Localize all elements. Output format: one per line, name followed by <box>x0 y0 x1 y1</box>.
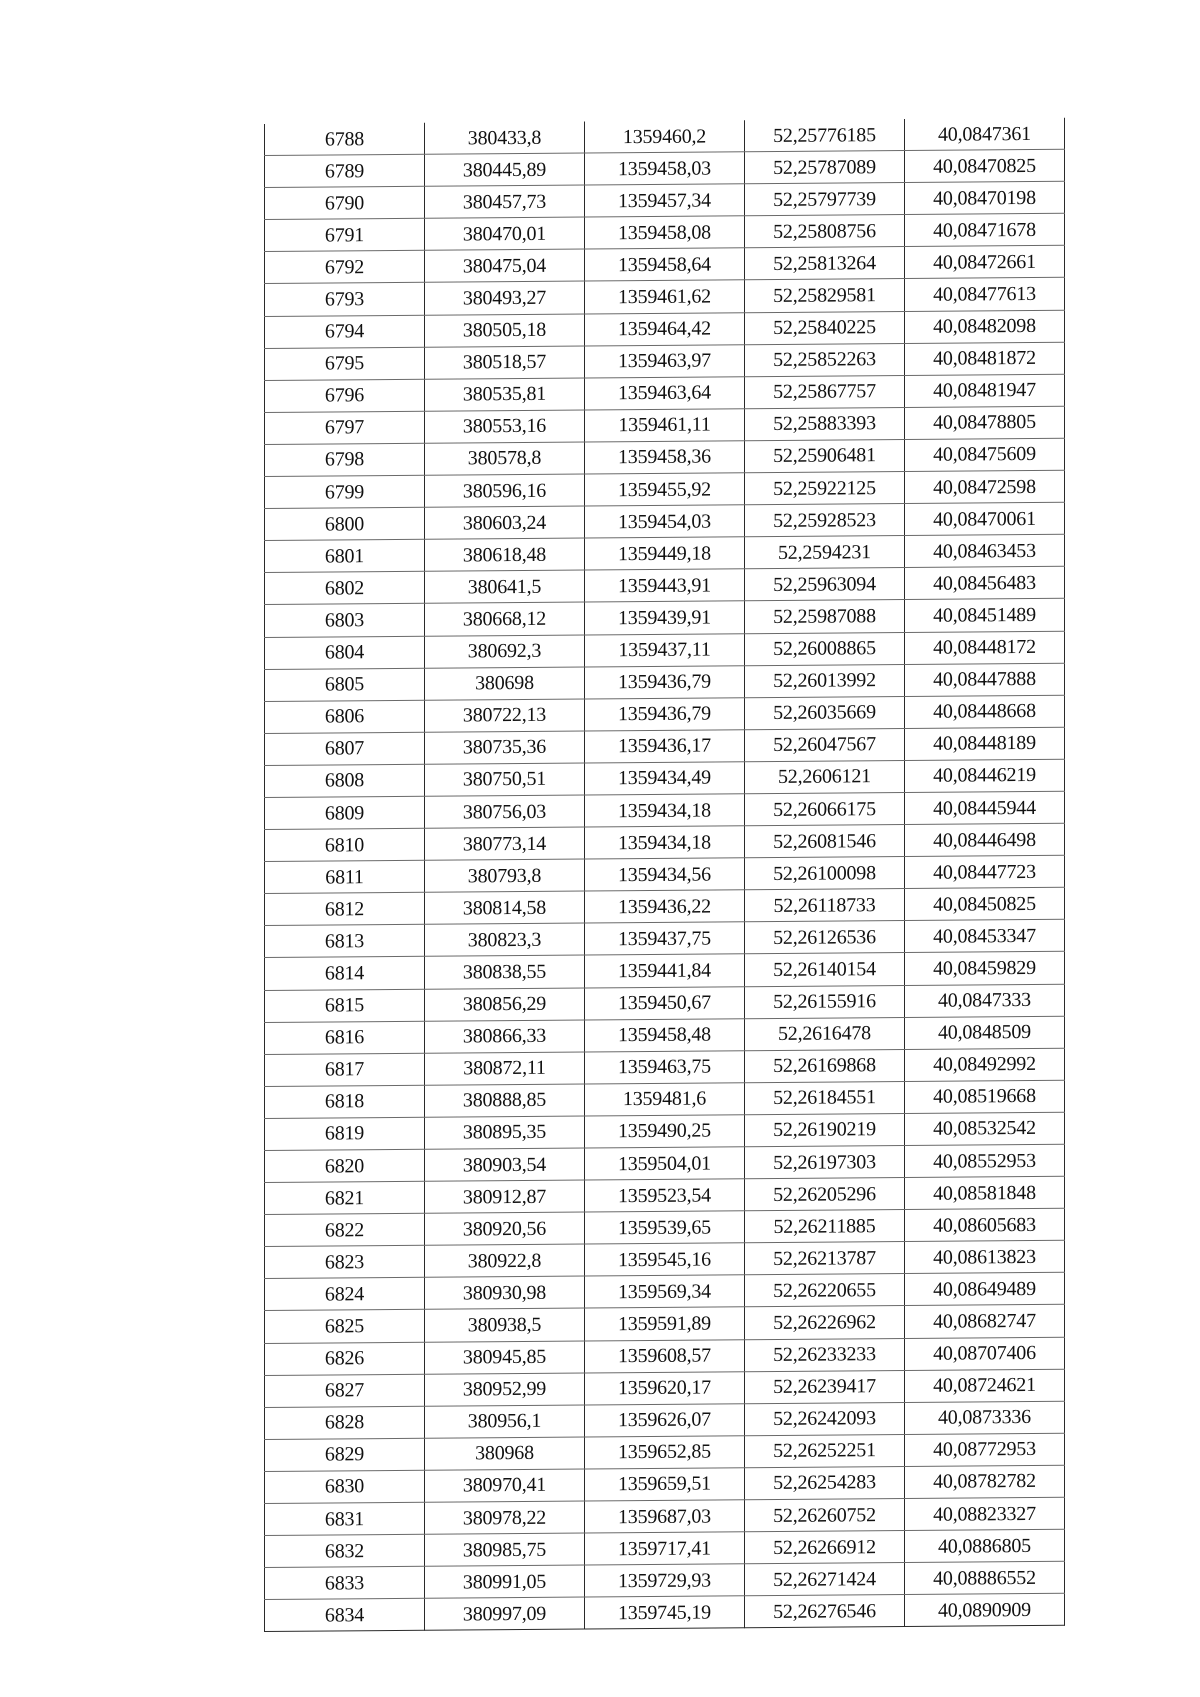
point-number-cell: 6829 <box>265 1438 425 1471</box>
point-number-cell: 6826 <box>265 1342 425 1375</box>
latitude-cell: 52,25787089 <box>745 151 905 184</box>
latitude-cell: 52,26220655 <box>745 1274 905 1307</box>
x-coordinate-cell: 380618,48 <box>425 538 585 571</box>
x-coordinate-cell: 380856,29 <box>425 988 585 1021</box>
longitude-cell: 40,08605683 <box>905 1208 1065 1241</box>
x-coordinate-cell: 380735,36 <box>425 731 585 764</box>
x-coordinate-cell: 380750,51 <box>425 763 585 796</box>
latitude-cell: 52,2616478 <box>745 1017 905 1050</box>
latitude-cell: 52,26260752 <box>745 1499 905 1532</box>
point-number-cell: 6791 <box>265 219 425 252</box>
point-number-cell: 6820 <box>265 1149 425 1182</box>
latitude-cell: 52,26100098 <box>745 857 905 890</box>
point-number-cell: 6821 <box>265 1181 425 1214</box>
longitude-cell: 40,08446498 <box>905 823 1065 856</box>
latitude-cell: 52,25776185 <box>745 119 905 152</box>
x-coordinate-cell: 380903,54 <box>425 1148 585 1181</box>
latitude-cell: 52,2594231 <box>745 536 905 569</box>
longitude-cell: 40,08448668 <box>905 695 1065 728</box>
longitude-cell: 40,08448189 <box>905 727 1065 760</box>
x-coordinate-cell: 380814,58 <box>425 891 585 924</box>
y-coordinate-cell: 1359441,84 <box>585 954 745 987</box>
y-coordinate-cell: 1359608,57 <box>585 1339 745 1372</box>
point-number-cell: 6796 <box>265 379 425 412</box>
longitude-cell: 40,08445944 <box>905 791 1065 824</box>
longitude-cell: 40,08886552 <box>905 1561 1065 1594</box>
longitude-cell: 40,08478805 <box>905 406 1065 439</box>
latitude-cell: 52,26066175 <box>745 792 905 825</box>
y-coordinate-cell: 1359439,91 <box>585 601 745 634</box>
latitude-cell: 52,2606121 <box>745 760 905 793</box>
point-number-cell: 6832 <box>265 1534 425 1567</box>
x-coordinate-cell: 380872,11 <box>425 1052 585 1085</box>
x-coordinate-cell: 380596,16 <box>425 474 585 507</box>
latitude-cell: 52,26008865 <box>745 632 905 665</box>
y-coordinate-cell: 1359458,36 <box>585 441 745 474</box>
longitude-cell: 40,08492992 <box>905 1048 1065 1081</box>
x-coordinate-cell: 380756,03 <box>425 795 585 828</box>
x-coordinate-cell: 380968 <box>425 1437 585 1470</box>
x-coordinate-cell: 380991,05 <box>425 1565 585 1598</box>
y-coordinate-cell: 1359490,25 <box>585 1115 745 1148</box>
longitude-cell: 40,08481872 <box>905 342 1065 375</box>
latitude-cell: 52,25987088 <box>745 600 905 633</box>
point-number-cell: 6818 <box>265 1085 425 1118</box>
x-coordinate-cell: 380578,8 <box>425 442 585 475</box>
latitude-cell: 52,26233233 <box>745 1338 905 1371</box>
y-coordinate-cell: 1359437,75 <box>585 922 745 955</box>
longitude-cell: 40,08581848 <box>905 1176 1065 1209</box>
latitude-cell: 52,26242093 <box>745 1402 905 1435</box>
longitude-cell: 40,0886805 <box>905 1529 1065 1562</box>
latitude-cell: 52,25928523 <box>745 504 905 537</box>
longitude-cell: 40,08453347 <box>905 920 1065 953</box>
y-coordinate-cell: 1359434,18 <box>585 794 745 827</box>
latitude-cell: 52,26254283 <box>745 1466 905 1499</box>
point-number-cell: 6801 <box>265 539 425 572</box>
y-coordinate-cell: 1359458,08 <box>585 216 745 249</box>
point-number-cell: 6822 <box>265 1213 425 1246</box>
x-coordinate-cell: 380445,89 <box>425 153 585 186</box>
x-coordinate-cell: 380553,16 <box>425 410 585 443</box>
longitude-cell: 40,08552953 <box>905 1144 1065 1177</box>
latitude-cell: 52,26169868 <box>745 1049 905 1082</box>
x-coordinate-cell: 380978,22 <box>425 1501 585 1534</box>
y-coordinate-cell: 1359458,48 <box>585 1018 745 1051</box>
x-coordinate-cell: 380920,56 <box>425 1212 585 1245</box>
y-coordinate-cell: 1359450,67 <box>585 986 745 1019</box>
point-number-cell: 6812 <box>265 892 425 925</box>
y-coordinate-cell: 1359436,79 <box>585 665 745 698</box>
x-coordinate-cell: 380956,1 <box>425 1405 585 1438</box>
x-coordinate-cell: 380457,73 <box>425 185 585 218</box>
longitude-cell: 40,08707406 <box>905 1337 1065 1370</box>
longitude-cell: 40,08448172 <box>905 631 1065 664</box>
y-coordinate-cell: 1359569,34 <box>585 1275 745 1308</box>
x-coordinate-cell: 380433,8 <box>425 121 585 154</box>
point-number-cell: 6811 <box>265 860 425 893</box>
point-number-cell: 6795 <box>265 347 425 380</box>
latitude-cell: 52,26276546 <box>745 1595 905 1628</box>
longitude-cell: 40,08532542 <box>905 1112 1065 1145</box>
point-number-cell: 6824 <box>265 1278 425 1311</box>
point-number-cell: 6797 <box>265 411 425 444</box>
latitude-cell: 52,25883393 <box>745 407 905 440</box>
longitude-cell: 40,0848509 <box>905 1016 1065 1049</box>
y-coordinate-cell: 1359443,91 <box>585 569 745 602</box>
point-number-cell: 6808 <box>265 764 425 797</box>
y-coordinate-cell: 1359523,54 <box>585 1179 745 1212</box>
x-coordinate-cell: 380930,98 <box>425 1276 585 1309</box>
x-coordinate-cell: 380793,8 <box>425 859 585 892</box>
point-number-cell: 6798 <box>265 443 425 476</box>
x-coordinate-cell: 380535,81 <box>425 378 585 411</box>
point-number-cell: 6809 <box>265 796 425 829</box>
point-number-cell: 6827 <box>265 1374 425 1407</box>
latitude-cell: 52,26184551 <box>745 1081 905 1114</box>
x-coordinate-cell: 380866,33 <box>425 1020 585 1053</box>
longitude-cell: 40,08470825 <box>905 149 1065 182</box>
x-coordinate-cell: 380505,18 <box>425 314 585 347</box>
y-coordinate-cell: 1359717,41 <box>585 1532 745 1565</box>
x-coordinate-cell: 380888,85 <box>425 1084 585 1117</box>
point-number-cell: 6805 <box>265 668 425 701</box>
longitude-cell: 40,08477613 <box>905 278 1065 311</box>
longitude-cell: 40,08519668 <box>905 1080 1065 1113</box>
y-coordinate-cell: 1359457,34 <box>585 184 745 217</box>
longitude-cell: 40,08613823 <box>905 1240 1065 1273</box>
latitude-cell: 52,26205296 <box>745 1178 905 1211</box>
y-coordinate-cell: 1359659,51 <box>585 1468 745 1501</box>
x-coordinate-cell: 380985,75 <box>425 1533 585 1566</box>
y-coordinate-cell: 1359460,2 <box>585 120 745 153</box>
point-number-cell: 6825 <box>265 1310 425 1343</box>
longitude-cell: 40,08823327 <box>905 1497 1065 1530</box>
latitude-cell: 52,25906481 <box>745 439 905 472</box>
point-number-cell: 6803 <box>265 604 425 637</box>
point-number-cell: 6792 <box>265 251 425 284</box>
longitude-cell: 40,08450825 <box>905 887 1065 920</box>
longitude-cell: 40,08447723 <box>905 855 1065 888</box>
y-coordinate-cell: 1359626,07 <box>585 1403 745 1436</box>
point-number-cell: 6807 <box>265 732 425 765</box>
x-coordinate-cell: 380692,3 <box>425 634 585 667</box>
point-number-cell: 6794 <box>265 315 425 348</box>
point-number-cell: 6833 <box>265 1566 425 1599</box>
y-coordinate-cell: 1359458,64 <box>585 248 745 281</box>
longitude-cell: 40,08456483 <box>905 567 1065 600</box>
longitude-cell: 40,08472661 <box>905 246 1065 279</box>
longitude-cell: 40,0847333 <box>905 984 1065 1017</box>
point-number-cell: 6800 <box>265 507 425 540</box>
latitude-cell: 52,25797739 <box>745 183 905 216</box>
longitude-cell: 40,08447888 <box>905 663 1065 696</box>
latitude-cell: 52,26252251 <box>745 1434 905 1467</box>
x-coordinate-cell: 380470,01 <box>425 217 585 250</box>
longitude-cell: 40,08682747 <box>905 1305 1065 1338</box>
x-coordinate-cell: 380823,3 <box>425 923 585 956</box>
point-number-cell: 6831 <box>265 1502 425 1535</box>
longitude-cell: 40,08470198 <box>905 181 1065 214</box>
latitude-cell: 52,26213787 <box>745 1242 905 1275</box>
y-coordinate-cell: 1359463,75 <box>585 1050 745 1083</box>
x-coordinate-cell: 380912,87 <box>425 1180 585 1213</box>
x-coordinate-cell: 380938,5 <box>425 1308 585 1341</box>
x-coordinate-cell: 380668,12 <box>425 602 585 635</box>
point-number-cell: 6804 <box>265 636 425 669</box>
x-coordinate-cell: 380722,13 <box>425 699 585 732</box>
y-coordinate-cell: 1359436,17 <box>585 730 745 763</box>
latitude-cell: 52,26197303 <box>745 1145 905 1178</box>
latitude-cell: 52,25867757 <box>745 375 905 408</box>
y-coordinate-cell: 1359463,97 <box>585 344 745 377</box>
point-number-cell: 6802 <box>265 572 425 605</box>
x-coordinate-cell: 380773,14 <box>425 827 585 860</box>
latitude-cell: 52,26190219 <box>745 1113 905 1146</box>
latitude-cell: 52,26271424 <box>745 1563 905 1596</box>
longitude-cell: 40,08482098 <box>905 310 1065 343</box>
point-number-cell: 6815 <box>265 989 425 1022</box>
y-coordinate-cell: 1359745,19 <box>585 1596 745 1629</box>
y-coordinate-cell: 1359437,11 <box>585 633 745 666</box>
y-coordinate-cell: 1359461,11 <box>585 409 745 442</box>
y-coordinate-cell: 1359461,62 <box>585 280 745 313</box>
latitude-cell: 52,26081546 <box>745 825 905 858</box>
latitude-cell: 52,26047567 <box>745 728 905 761</box>
y-coordinate-cell: 1359455,92 <box>585 473 745 506</box>
x-coordinate-cell: 380475,04 <box>425 249 585 282</box>
coordinates-table-body <box>265 118 1065 1632</box>
latitude-cell: 52,25813264 <box>745 247 905 280</box>
longitude-cell: 40,0890909 <box>905 1594 1065 1627</box>
longitude-cell: 40,08470061 <box>905 502 1065 535</box>
y-coordinate-cell: 1359504,01 <box>585 1147 745 1180</box>
y-coordinate-cell: 1359729,93 <box>585 1564 745 1597</box>
y-coordinate-cell: 1359591,89 <box>585 1307 745 1340</box>
point-number-cell: 6817 <box>265 1053 425 1086</box>
point-number-cell: 6830 <box>265 1470 425 1503</box>
y-coordinate-cell: 1359458,03 <box>585 152 745 185</box>
x-coordinate-cell: 380518,57 <box>425 346 585 379</box>
latitude-cell: 52,26035669 <box>745 696 905 729</box>
y-coordinate-cell: 1359436,79 <box>585 697 745 730</box>
point-number-cell: 6819 <box>265 1117 425 1150</box>
latitude-cell: 52,25922125 <box>745 472 905 505</box>
point-number-cell: 6806 <box>265 700 425 733</box>
x-coordinate-cell: 380698 <box>425 667 585 700</box>
latitude-cell: 52,26118733 <box>745 889 905 922</box>
point-number-cell: 6793 <box>265 283 425 316</box>
y-coordinate-cell: 1359434,49 <box>585 762 745 795</box>
point-number-cell: 6799 <box>265 475 425 508</box>
y-coordinate-cell: 1359539,65 <box>585 1211 745 1244</box>
longitude-cell: 40,08724621 <box>905 1369 1065 1402</box>
point-number-cell: 6816 <box>265 1021 425 1054</box>
x-coordinate-cell: 380838,55 <box>425 955 585 988</box>
latitude-cell: 52,25808756 <box>745 215 905 248</box>
y-coordinate-cell: 1359436,22 <box>585 890 745 923</box>
y-coordinate-cell: 1359434,56 <box>585 858 745 891</box>
longitude-cell: 40,08471678 <box>905 213 1065 246</box>
latitude-cell: 52,25963094 <box>745 568 905 601</box>
x-coordinate-cell: 380952,99 <box>425 1373 585 1406</box>
y-coordinate-cell: 1359454,03 <box>585 505 745 538</box>
y-coordinate-cell: 1359464,42 <box>585 312 745 345</box>
longitude-cell: 40,08481947 <box>905 374 1065 407</box>
y-coordinate-cell: 1359620,17 <box>585 1371 745 1404</box>
latitude-cell: 52,26140154 <box>745 953 905 986</box>
y-coordinate-cell: 1359545,16 <box>585 1243 745 1276</box>
point-number-cell: 6834 <box>265 1599 425 1632</box>
latitude-cell: 52,25829581 <box>745 279 905 312</box>
longitude-cell: 40,08463453 <box>905 534 1065 567</box>
point-number-cell: 6810 <box>265 828 425 861</box>
longitude-cell: 40,0847361 <box>905 118 1065 151</box>
longitude-cell: 40,08446219 <box>905 759 1065 792</box>
point-number-cell: 6788 <box>265 123 425 156</box>
longitude-cell: 40,08451489 <box>905 599 1065 632</box>
latitude-cell: 52,26126536 <box>745 921 905 954</box>
point-number-cell: 6789 <box>265 154 425 187</box>
y-coordinate-cell: 1359463,64 <box>585 376 745 409</box>
table-row <box>265 1594 1065 1632</box>
point-number-cell: 6813 <box>265 925 425 958</box>
x-coordinate-cell: 380945,85 <box>425 1341 585 1374</box>
point-number-cell: 6790 <box>265 186 425 219</box>
y-coordinate-cell: 1359687,03 <box>585 1500 745 1533</box>
longitude-cell: 40,08472598 <box>905 470 1065 503</box>
y-coordinate-cell: 1359449,18 <box>585 537 745 570</box>
latitude-cell: 52,26155916 <box>745 985 905 1018</box>
longitude-cell: 40,0873336 <box>905 1401 1065 1434</box>
x-coordinate-cell: 380895,35 <box>425 1116 585 1149</box>
latitude-cell: 52,26226962 <box>745 1306 905 1339</box>
y-coordinate-cell: 1359434,18 <box>585 826 745 859</box>
latitude-cell: 52,25840225 <box>745 311 905 344</box>
latitude-cell: 52,26013992 <box>745 664 905 697</box>
x-coordinate-cell: 380603,24 <box>425 506 585 539</box>
latitude-cell: 52,25852263 <box>745 343 905 376</box>
coordinates-table <box>264 118 1065 1633</box>
point-number-cell: 6828 <box>265 1406 425 1439</box>
latitude-cell: 52,26211885 <box>745 1210 905 1243</box>
x-coordinate-cell: 380641,5 <box>425 570 585 603</box>
latitude-cell: 52,26266912 <box>745 1531 905 1564</box>
x-coordinate-cell: 380922,8 <box>425 1244 585 1277</box>
longitude-cell: 40,08782782 <box>905 1465 1065 1498</box>
x-coordinate-cell: 380997,09 <box>425 1597 585 1630</box>
longitude-cell: 40,08459829 <box>905 952 1065 985</box>
y-coordinate-cell: 1359481,6 <box>585 1083 745 1116</box>
longitude-cell: 40,08772953 <box>905 1433 1065 1466</box>
latitude-cell: 52,26239417 <box>745 1370 905 1403</box>
point-number-cell: 6814 <box>265 957 425 990</box>
longitude-cell: 40,08475609 <box>905 438 1065 471</box>
longitude-cell: 40,08649489 <box>905 1273 1065 1306</box>
y-coordinate-cell: 1359652,85 <box>585 1436 745 1469</box>
x-coordinate-cell: 380970,41 <box>425 1469 585 1502</box>
x-coordinate-cell: 380493,27 <box>425 281 585 314</box>
point-number-cell: 6823 <box>265 1246 425 1279</box>
